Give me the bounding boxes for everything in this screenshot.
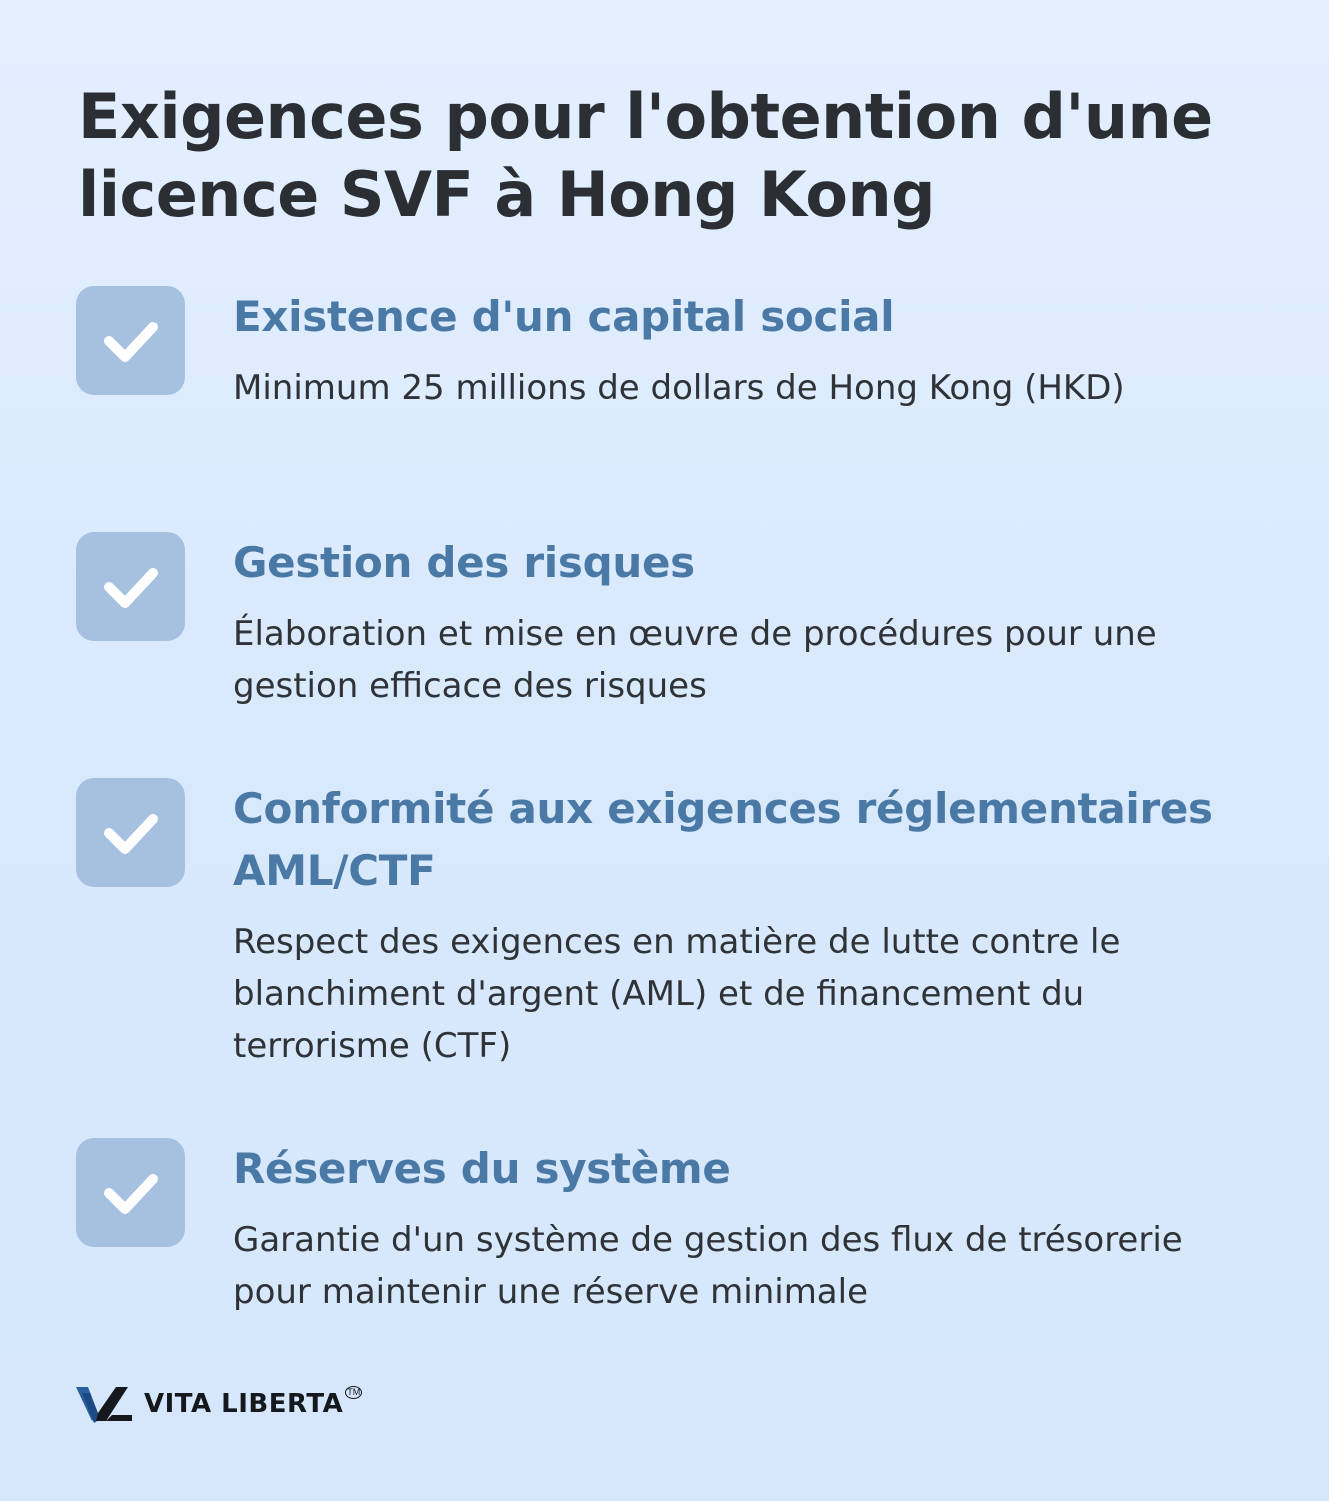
check-icon — [76, 286, 185, 395]
check-icon — [76, 532, 185, 641]
requirement-description: Garantie d'un système de gestion des flux de trésorerie pour maintenir une réserve minimale — [233, 1220, 1183, 1312]
requirement-heading: Gestion des risques — [233, 538, 695, 587]
check-icon — [76, 778, 185, 887]
requirement-heading: Existence d'un capital social — [233, 292, 895, 341]
trademark-symbol: TM — [347, 1386, 361, 1397]
vita-liberta-logo-icon — [76, 1383, 134, 1425]
page-title: Exigences pour l'obtention d'une licence SVF à Hong Kong — [78, 80, 1213, 231]
check-icon — [76, 1138, 185, 1247]
requirement-heading: Conformité aux exigences réglementaires AML/CTF — [233, 784, 1213, 895]
requirement-heading: Réserves du système — [233, 1144, 731, 1193]
brand-logo — [76, 1383, 362, 1425]
brand-name: VITA LIBERTA — [144, 1389, 344, 1419]
requirement-description: Respect des exigences en matière de lutte contre le blanchiment d'argent (AML) et de financement du terrorisme (CTF) — [233, 922, 1121, 1066]
requirement-description: Élaboration et mise en œuvre de procédures pour une gestion efficace des risques — [233, 614, 1157, 706]
requirement-description: Minimum 25 millions de dollars de Hong Kong (HKD) — [233, 368, 1125, 408]
